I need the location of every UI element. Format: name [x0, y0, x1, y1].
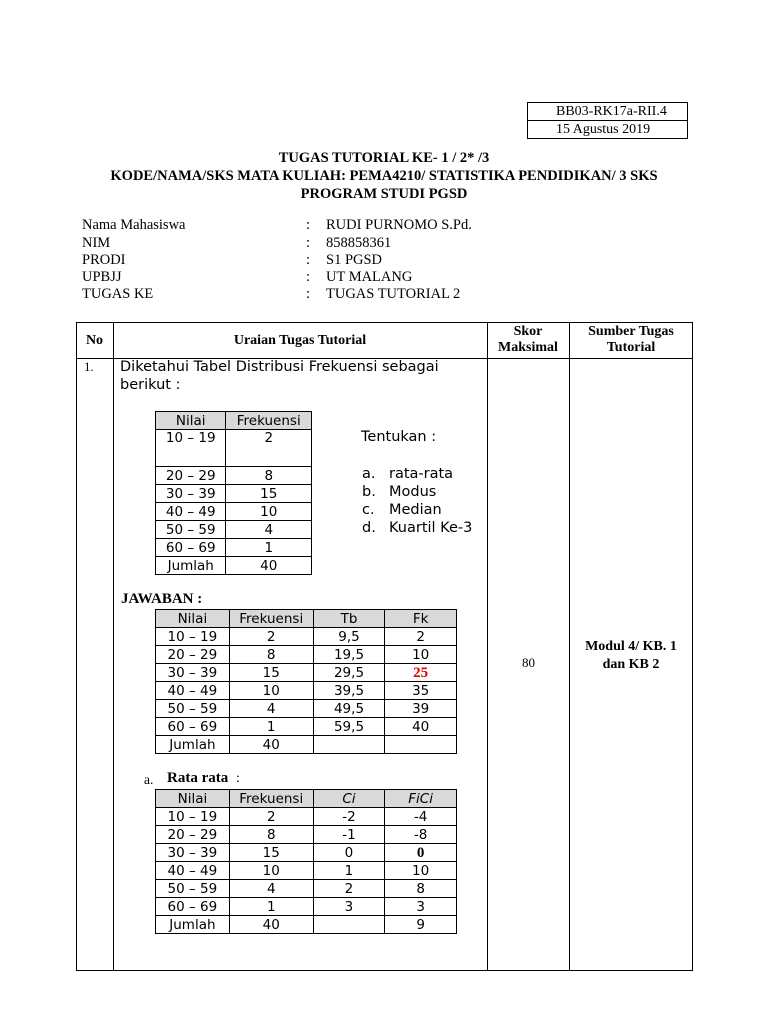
task-item: Median [389, 502, 442, 518]
section-letter: a. [144, 772, 154, 787]
table-header: FiCi [385, 790, 457, 808]
table-cell: 40 [229, 916, 313, 934]
table-cell: 8 [229, 646, 313, 664]
task-letter: c. [362, 502, 375, 518]
table-cell: 2 [313, 880, 385, 898]
info-colon: : [306, 217, 311, 233]
table-cell: 2 [229, 808, 313, 826]
table-cell: 60 – 69 [156, 898, 230, 916]
table-cell: 40 – 49 [156, 682, 230, 700]
document-code: BB03-RK17a-RII.4 [528, 103, 688, 121]
task-letter: d. [362, 520, 376, 536]
table-cell [313, 916, 385, 934]
table-cell: 1 [229, 898, 313, 916]
table-header: Fk [385, 610, 457, 628]
table-cell: Jumlah [156, 736, 230, 754]
row-number: 1. [84, 359, 94, 374]
table-header: Tb [313, 610, 385, 628]
answer-title: JAWABAN : [121, 591, 203, 607]
table-cell: 1 [226, 539, 312, 557]
document-date: 15 Agustus 2019 [528, 121, 688, 139]
table-cell: 15 [226, 485, 312, 503]
table-border-top [76, 322, 693, 323]
info-value-prodi: S1 PGSD [326, 252, 383, 268]
tentukan-label: Tentukan : [361, 429, 437, 445]
table-header: Frekuensi [229, 790, 313, 808]
table-cell: 50 – 59 [156, 700, 230, 718]
info-value-tugas: TUGAS TUTORIAL 2 [326, 286, 461, 302]
table-cell: 20 – 29 [156, 467, 226, 485]
info-value-name: RUDI PURNOMO S.Pd. [326, 217, 472, 233]
highlighted-cell: 25 [385, 664, 457, 682]
info-value-upbjj: UT MALANG [326, 269, 413, 285]
table-col-divider [113, 322, 114, 971]
table-cell: 40 – 49 [156, 503, 226, 521]
table-header: Nilai [156, 412, 226, 430]
info-label-tugas: TUGAS KE [82, 286, 154, 302]
table-cell: 40 [229, 736, 313, 754]
table-header: Frekuensi [226, 412, 312, 430]
table-cell [385, 736, 457, 754]
mean-table [155, 789, 457, 934]
table-col-divider [487, 322, 488, 971]
table-cell: 50 – 59 [156, 880, 230, 898]
table-cell: 10 – 19 [156, 430, 226, 467]
header-no: No [85, 333, 104, 348]
table-cell: 60 – 69 [156, 718, 230, 736]
table-header: Frekuensi [229, 610, 313, 628]
table-cell: 2 [229, 628, 313, 646]
info-colon: : [306, 269, 311, 285]
table-cell: 35 [385, 682, 457, 700]
info-label-prodi: PRODI [82, 252, 126, 268]
table-cell: 8 [229, 826, 313, 844]
table-cell: 2 [226, 430, 312, 467]
max-score: 80 [522, 655, 535, 670]
table-cell: 3 [313, 898, 385, 916]
table-cell: 4 [226, 521, 312, 539]
assignment-title: TUGAS TUTORIAL KE- 1 / 2* /3 [278, 150, 490, 166]
info-label-name: Nama Mahasiswa [82, 217, 186, 233]
table-cell: 19,5 [313, 646, 385, 664]
question-intro: Diketahui Tabel Distribusi Frekuensi sebagai berikut : [120, 359, 439, 393]
table-cell: -4 [385, 808, 457, 826]
table-cell: 4 [229, 880, 313, 898]
table-header: Ci [313, 790, 385, 808]
table-cell: 40 – 49 [156, 862, 230, 880]
table-cell: -2 [313, 808, 385, 826]
table-cell: 39 [385, 700, 457, 718]
table-cell: 60 – 69 [156, 539, 226, 557]
section-colon: : [236, 771, 240, 786]
info-colon: : [306, 252, 311, 268]
table-border-left [76, 322, 77, 971]
table-cell: 9,5 [313, 628, 385, 646]
table-cell: 59,5 [313, 718, 385, 736]
info-label-nim: NIM [82, 235, 111, 251]
table-cell: 30 – 39 [156, 485, 226, 503]
info-value-nim: 858858361 [326, 235, 392, 251]
table-col-divider [569, 322, 570, 971]
table-cell: 9 [385, 916, 457, 934]
table-header: Nilai [156, 610, 230, 628]
table-cell: 8 [226, 467, 312, 485]
info-label-upbjj: UPBJJ [82, 269, 122, 285]
table-cell: 30 – 39 [156, 844, 230, 862]
table-cell: 10 [226, 503, 312, 521]
table-cell: 0 [313, 844, 385, 862]
header-sumber: Sumber Tugas Tutorial [588, 324, 674, 355]
table-cell: Jumlah [156, 916, 230, 934]
table-cell: 15 [229, 664, 313, 682]
table-cell: 1 [313, 862, 385, 880]
table-cell: 40 [226, 557, 312, 575]
table-cell: 10 [385, 646, 457, 664]
table-cell: -1 [313, 826, 385, 844]
source-module: Modul 4/ KB. 1 dan KB 2 [585, 639, 677, 672]
task-item: Modus [389, 484, 437, 500]
table-cell: 40 [385, 718, 457, 736]
task-letter: a. [362, 466, 376, 482]
table-cell: 10 – 19 [156, 628, 230, 646]
table-cell: 10 [385, 862, 457, 880]
table-cell: 29,5 [313, 664, 385, 682]
table-cell: 4 [229, 700, 313, 718]
table-cell: 30 – 39 [156, 664, 230, 682]
table-cell: 20 – 29 [156, 646, 230, 664]
frequency-table [155, 411, 312, 575]
section-title: Rata rata [167, 770, 229, 786]
table-cell: 39,5 [313, 682, 385, 700]
course-title: KODE/NAMA/SKS MATA KULIAH: PEMA4210/ STATISTIKA PENDIDIKAN/ 3 SKS [110, 168, 658, 184]
table-cell: 2 [385, 628, 457, 646]
table-border-bottom [76, 970, 693, 971]
table-cell [313, 736, 385, 754]
info-colon: : [306, 235, 311, 251]
table-cell: -8 [385, 826, 457, 844]
table-cell: Jumlah [156, 557, 226, 575]
table-cell: 0 [385, 844, 457, 862]
table-cell: 10 [229, 682, 313, 700]
task-item: Kuartil Ke-3 [389, 520, 473, 536]
table-cell: 3 [385, 898, 457, 916]
table-cell: 10 [229, 862, 313, 880]
document-code-box [527, 102, 688, 139]
table-cell: 1 [229, 718, 313, 736]
table-border-right [692, 322, 693, 971]
table-cell: 8 [385, 880, 457, 898]
table-header: Nilai [156, 790, 230, 808]
table-cell: 15 [229, 844, 313, 862]
table-cell: 10 – 19 [156, 808, 230, 826]
table-cell: 50 – 59 [156, 521, 226, 539]
header-skor: Skor Maksimal [498, 324, 558, 355]
task-letter: b. [362, 484, 376, 500]
answer-table [155, 609, 457, 754]
program-title: PROGRAM STUDI PGSD [300, 186, 468, 202]
info-colon: : [306, 286, 311, 302]
task-item: rata-rata [389, 466, 454, 482]
table-cell: 49,5 [313, 700, 385, 718]
header-uraian: Uraian Tugas Tutorial [233, 333, 367, 348]
table-cell: 20 – 29 [156, 826, 230, 844]
